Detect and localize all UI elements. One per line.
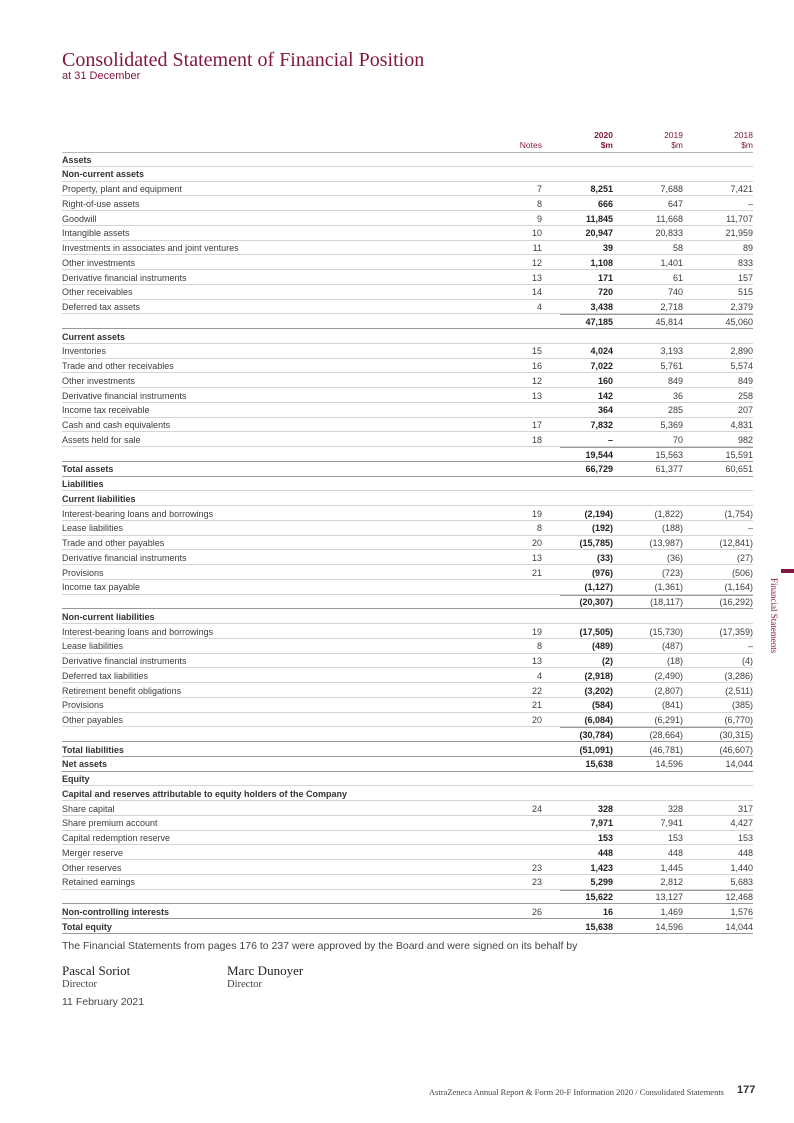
value-2020: 666 [597, 198, 613, 209]
value-2020: 4,024 [590, 346, 613, 357]
table-row [62, 196, 753, 211]
table-row [62, 683, 753, 698]
table-row [62, 285, 753, 300]
subtotal-row [62, 447, 753, 462]
value-2018: 5,574 [730, 361, 753, 371]
value-2020: (2) [602, 656, 613, 666]
table-row [62, 344, 753, 359]
value-2020: (489) [591, 641, 613, 652]
value-2019: 58 [672, 243, 683, 253]
row-label: Provisions [62, 700, 104, 711]
section-heading-row [62, 477, 753, 492]
section-heading-row [62, 167, 753, 182]
table-row [62, 536, 753, 551]
value-2019: 15,563 [655, 449, 683, 460]
row-note: 13 [531, 552, 542, 563]
table-row [62, 270, 753, 285]
section-heading-row [62, 609, 753, 624]
subtotal-row [62, 727, 753, 742]
value-2018: 89 [742, 243, 753, 253]
row-label: Current liabilities [62, 493, 136, 504]
value-2020: (15,785) [579, 538, 613, 548]
table-row [62, 359, 753, 374]
row-label: Equity [62, 774, 90, 784]
row-label: Income tax receivable [62, 405, 150, 416]
page-subtitle: at 31 December [62, 70, 141, 82]
col-header-2018-text: 2018 $m [734, 130, 753, 150]
row-label: Other investments [62, 375, 136, 386]
signer-2-name: Marc Dunoyer [227, 963, 304, 978]
row-note: 17 [531, 420, 542, 430]
row-label: Inventories [62, 346, 107, 357]
value-2019: 647 [667, 198, 683, 209]
table-row [62, 875, 753, 890]
total-row [62, 919, 753, 934]
value-2020: 720 [597, 287, 613, 298]
section-heading-row [62, 152, 753, 167]
value-2019: 13,127 [655, 892, 683, 902]
row-label: Derivative financial instruments [62, 272, 187, 283]
row-note: 11 [532, 243, 542, 253]
row-note: 23 [531, 877, 542, 888]
value-2020: (6,084) [584, 715, 613, 725]
table-row [62, 639, 753, 654]
table-row [62, 226, 753, 241]
value-2018: (1,164) [724, 582, 753, 593]
table-row [62, 255, 753, 270]
row-label: Net assets [62, 759, 108, 770]
value-2019: 14,596 [655, 759, 683, 770]
value-2018: 2,379 [730, 302, 753, 312]
row-note: 4 [536, 302, 542, 312]
row-label: Investments in associates and joint ventures [62, 243, 239, 253]
table-row [62, 373, 753, 388]
value-2019: 153 [667, 833, 683, 843]
row-note: 13 [531, 390, 542, 401]
value-2020: 364 [597, 405, 613, 416]
row-label: Total equity [62, 921, 112, 932]
value-2019: 328 [667, 803, 683, 814]
value-2020: 171 [597, 272, 613, 283]
value-2019: (841) [661, 700, 683, 711]
financial-position-table [62, 152, 753, 934]
value-2019: 61 [672, 272, 683, 283]
row-label: Lease liabilities [62, 641, 124, 652]
row-label: Goodwill [62, 213, 97, 224]
value-2020: 448 [597, 847, 613, 858]
section-tab-marker [781, 569, 794, 573]
table-row [62, 624, 753, 639]
value-2018: 833 [737, 257, 753, 268]
value-2018: (385) [731, 700, 753, 711]
value-2018: 1,576 [730, 906, 753, 917]
value-2019: 285 [667, 405, 683, 416]
value-2018: (2,511) [725, 685, 753, 696]
row-note: 13 [531, 272, 542, 283]
value-2018: (30,315) [719, 729, 753, 740]
value-2020: – [607, 434, 613, 445]
value-2020: (17,505) [579, 626, 613, 637]
row-note: 18 [531, 434, 542, 445]
value-2020: (51,091) [579, 744, 613, 755]
value-2020: (33) [596, 552, 613, 563]
table-row [62, 506, 753, 521]
col-header-2020 [560, 131, 613, 150]
row-note: 7 [536, 184, 542, 194]
value-2020: (2,918) [584, 670, 613, 681]
row-label: Interest-bearing loans and borrowings [62, 626, 214, 637]
value-2020: 66,729 [585, 464, 613, 475]
value-2020: 7,971 [590, 818, 613, 829]
value-2018: 849 [737, 375, 753, 386]
value-2018: 4,427 [730, 818, 753, 829]
row-label: Capital redemption reserve [62, 833, 171, 843]
col-header-notes: Notes [519, 140, 542, 150]
signing-date: 11 February 2021 [62, 996, 145, 1008]
section-side-label-text: Financial Statements [769, 578, 779, 654]
row-label: Provisions [62, 567, 104, 578]
total-row [62, 757, 753, 772]
row-note: 15 [531, 346, 542, 357]
row-label: Assets held for sale [62, 434, 141, 445]
value-2019: (487) [661, 641, 683, 652]
value-2019: (18,117) [650, 597, 683, 607]
table-row [62, 565, 753, 580]
value-2018: (27) [736, 552, 753, 563]
row-label: Property, plant and equipment [62, 184, 182, 194]
value-2018: 11,707 [726, 213, 753, 224]
value-2019: 448 [667, 847, 683, 858]
row-note: 10 [531, 228, 542, 239]
value-2018: 1,440 [730, 862, 753, 873]
row-note: 22 [531, 685, 542, 696]
value-2019: (6,291) [654, 715, 683, 725]
value-2019: 2,718 [660, 302, 683, 312]
table-row [62, 654, 753, 669]
value-2018: 258 [737, 390, 753, 401]
value-2018: 7,421 [730, 184, 753, 194]
value-2020: 1,108 [590, 257, 613, 268]
value-2019: 5,369 [660, 420, 683, 430]
row-label: Derivative financial instruments [62, 656, 187, 666]
row-label: Lease liabilities [62, 523, 124, 534]
table-row [62, 580, 753, 595]
value-2020: 16 [602, 906, 613, 917]
col-header-2018 [700, 131, 753, 150]
row-label: Cash and cash equivalents [62, 420, 171, 430]
value-2019: (28,664) [649, 729, 683, 740]
value-2019: (2,807) [654, 685, 683, 696]
value-2018: (46,607) [719, 744, 753, 755]
row-label: Trade and other receivables [62, 361, 174, 371]
section-heading-row [62, 786, 753, 801]
value-2020: (192) [591, 523, 613, 534]
total-row [62, 742, 753, 757]
row-label: Non-current liabilities [62, 611, 155, 622]
value-2018: (6,770) [724, 715, 753, 725]
value-2020: (976) [591, 567, 613, 578]
value-2019: 2,812 [660, 877, 683, 888]
table-row [62, 845, 753, 860]
table-row [62, 403, 753, 418]
table-row [62, 860, 753, 875]
value-2018: (4) [742, 656, 753, 666]
table-row [62, 241, 753, 256]
section-heading-row [62, 491, 753, 506]
value-2019: (723) [661, 567, 683, 578]
row-note: 4 [536, 670, 542, 681]
subtotal-row [62, 890, 753, 905]
value-2019: 7,941 [660, 818, 683, 829]
value-2019: 11,668 [656, 213, 683, 224]
table-row [62, 668, 753, 683]
value-2020: (3,202) [584, 685, 613, 696]
value-2020: 153 [597, 833, 613, 843]
value-2019: (188) [661, 523, 683, 534]
value-2020: 15,622 [585, 892, 613, 902]
row-label: Right-of-use assets [62, 198, 140, 209]
value-2019: (2,490) [654, 670, 683, 681]
value-2020: 328 [597, 803, 613, 814]
value-2019: 20,833 [655, 228, 683, 239]
table-row [62, 713, 753, 728]
value-2018: – [747, 523, 753, 534]
row-label: Share premium account [62, 818, 158, 829]
row-note: 8 [536, 198, 542, 209]
value-2018: 14,044 [725, 921, 753, 932]
total-row [62, 904, 753, 919]
row-note: 14 [531, 287, 542, 298]
value-2020: (2,194) [584, 508, 613, 519]
row-label: Total liabilities [62, 744, 124, 755]
row-label: Other payables [62, 715, 124, 725]
value-2020: 15,638 [585, 759, 613, 770]
row-note: 23 [531, 862, 542, 873]
subtotal-row [62, 314, 753, 329]
table-row [62, 432, 753, 447]
col-header-2019-text: 2019 $m [664, 130, 683, 150]
row-note: 9 [536, 213, 542, 224]
value-2019: (15,730) [649, 626, 683, 637]
table-row [62, 521, 753, 536]
value-2019: 45,814 [655, 316, 683, 327]
value-2020: 8,251 [590, 184, 613, 194]
row-label: Trade and other payables [62, 538, 165, 548]
value-2018: (17,359) [719, 626, 753, 637]
value-2019: 1,469 [660, 906, 683, 917]
value-2019: (46,781) [649, 744, 683, 755]
value-2018: – [747, 641, 753, 652]
value-2020: 47,185 [585, 316, 613, 327]
row-note: 13 [531, 656, 542, 666]
value-2020: 160 [597, 375, 613, 386]
value-2018: 14,044 [725, 759, 753, 770]
row-note: 24 [531, 803, 542, 814]
value-2018: (3,286) [724, 670, 753, 681]
row-label: Intangible assets [62, 228, 130, 239]
row-label: Other reserves [62, 862, 122, 873]
value-2020: (20,307) [579, 597, 613, 607]
value-2018: (16,292) [719, 597, 753, 607]
row-label: Deferred tax liabilities [62, 670, 149, 681]
table-row [62, 182, 753, 197]
row-label: Deferred tax assets [62, 302, 141, 312]
table-row [62, 831, 753, 846]
value-2019: (18) [666, 656, 683, 666]
row-note: 19 [531, 626, 542, 637]
row-note: 21 [531, 700, 542, 711]
value-2018: 515 [737, 287, 753, 298]
row-label: Current assets [62, 331, 126, 342]
value-2019: 36 [672, 390, 683, 401]
row-label: Merger reserve [62, 847, 124, 858]
row-label: Other receivables [62, 287, 133, 298]
subtotal-row [62, 595, 753, 610]
value-2020: (1,127) [584, 582, 613, 593]
row-label: Assets [62, 154, 92, 165]
approval-statement: The Financial Statements from pages 176 to 237 were approved by the Board and were signed on its behalf by [62, 940, 578, 952]
table-row [62, 698, 753, 713]
value-2020: 19,544 [585, 449, 613, 460]
value-2019: (1,822) [654, 508, 683, 519]
signer-1-name: Pascal Soriot [62, 963, 131, 978]
row-label: Derivative financial instruments [62, 552, 187, 563]
value-2019: 849 [667, 375, 683, 386]
row-note: 20 [531, 715, 542, 725]
table-row [62, 418, 753, 433]
row-note: 19 [531, 508, 542, 519]
row-label: Derivative financial instruments [62, 390, 187, 401]
value-2018: 45,060 [725, 316, 753, 327]
value-2020: 5,299 [590, 877, 613, 888]
page-number: 177 [737, 1084, 756, 1096]
value-2018: 5,683 [730, 877, 753, 888]
table-row [62, 388, 753, 403]
row-note: 21 [531, 567, 542, 578]
value-2020: 11,845 [585, 213, 613, 224]
row-label: Interest-bearing loans and borrowings [62, 508, 214, 519]
value-2018: 317 [737, 803, 753, 814]
value-2020: 1,423 [590, 862, 613, 873]
row-note: 8 [536, 523, 542, 534]
signer-2-role: Director [227, 979, 262, 990]
value-2019: (13,987) [649, 538, 683, 548]
row-note: 16 [531, 361, 542, 371]
value-2018: 153 [737, 833, 753, 843]
row-label: Retained earnings [62, 877, 136, 888]
value-2018: 12,468 [725, 892, 753, 902]
value-2018: 15,591 [725, 449, 753, 460]
value-2019: (36) [666, 552, 683, 563]
value-2020: (584) [591, 700, 613, 711]
value-2019: 5,761 [660, 361, 683, 371]
row-note: 26 [531, 906, 542, 917]
page-footer: AstraZeneca Annual Report & Form 20-F Information 2020 / Consolidated Statements [428, 1087, 724, 1097]
table-row [62, 550, 753, 565]
value-2018: 448 [737, 847, 753, 858]
value-2018: 2,890 [730, 346, 753, 357]
value-2020: (30,784) [579, 729, 613, 740]
value-2020: 7,022 [590, 361, 613, 371]
value-2019: 1,401 [660, 257, 683, 268]
total-row [62, 462, 753, 477]
value-2020: 20,947 [585, 228, 613, 239]
row-label: Liabilities [62, 479, 104, 489]
row-note: 12 [531, 257, 542, 268]
value-2019: 14,596 [655, 921, 683, 932]
value-2018: (1,754) [724, 508, 753, 519]
row-note: 12 [531, 375, 542, 386]
value-2020: 39 [602, 243, 613, 253]
value-2018: 157 [737, 272, 753, 283]
row-label: Total assets [62, 464, 114, 475]
section-side-label[interactable] [767, 578, 781, 658]
value-2018: 21,959 [725, 228, 753, 239]
value-2018: 60,651 [725, 464, 753, 475]
row-label: Non-current assets [62, 169, 145, 180]
value-2018: 4,831 [730, 420, 753, 430]
row-label: Capital and reserves attributable to equity holders of the Company [62, 788, 348, 799]
value-2019: 740 [667, 287, 683, 298]
row-label: Non-controlling interests [62, 906, 170, 917]
row-note: 20 [531, 538, 542, 548]
signer-1-role: Director [62, 979, 97, 990]
col-header-2020-text: 2020 $m [594, 130, 613, 150]
value-2018: – [747, 198, 753, 209]
section-heading-row [62, 772, 753, 787]
row-label: Income tax payable [62, 582, 141, 593]
col-header-2019 [630, 131, 683, 150]
value-2018: (12,841) [719, 538, 753, 548]
value-2020: 15,638 [585, 921, 613, 932]
row-label: Share capital [62, 803, 115, 814]
value-2020: 7,832 [590, 420, 613, 430]
table-row [62, 801, 753, 816]
value-2018: (506) [731, 567, 753, 578]
page-title: Consolidated Statement of Financial Position [62, 49, 425, 71]
table-row [62, 300, 753, 315]
value-2019: 70 [672, 434, 683, 445]
section-heading-row [62, 329, 753, 344]
table-row [62, 816, 753, 831]
value-2020: 142 [597, 390, 613, 401]
value-2019: 7,688 [660, 184, 683, 194]
row-label: Retirement benefit obligations [62, 685, 182, 696]
row-note: 8 [536, 641, 542, 652]
value-2018: 207 [737, 405, 753, 416]
value-2020: 3,438 [590, 302, 613, 312]
table-row [62, 211, 753, 226]
value-2018: 982 [737, 434, 753, 445]
value-2019: (1,361) [654, 582, 683, 593]
value-2019: 3,193 [660, 346, 683, 357]
value-2019: 1,445 [660, 862, 683, 873]
row-label: Other investments [62, 257, 136, 268]
value-2019: 61,377 [655, 464, 683, 475]
